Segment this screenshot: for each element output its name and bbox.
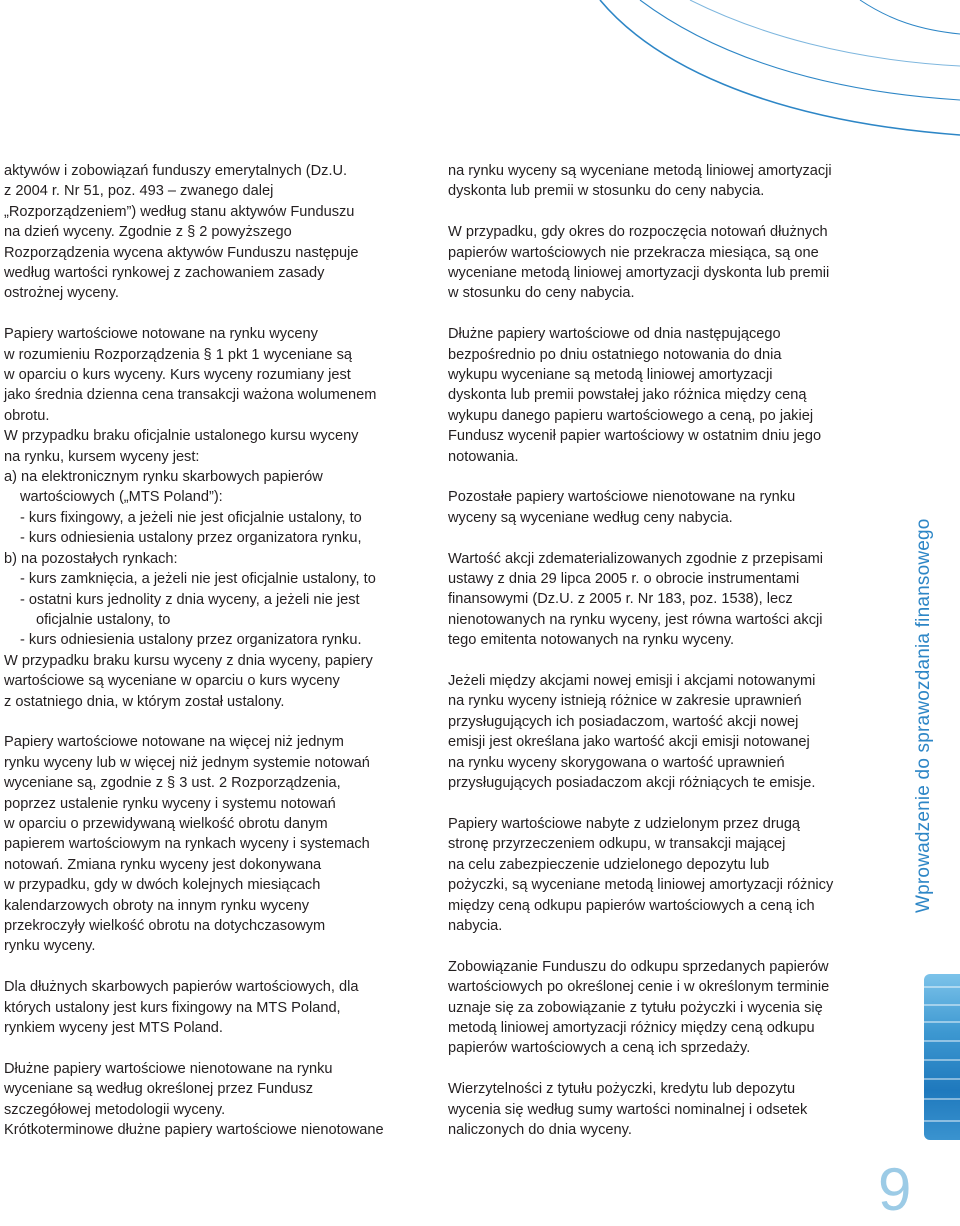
paragraph: Zobowiązanie Funduszu do odkupu sprzedanych papierów wartościowych po określonej cenie i w określonym terminie uznaje się za zobowiązanie z tytułu pożyczki i wycenia się metodą liniowej amortyzacji różnicy między ceną odkupu papierów wartościowych a ceną ich sprzedaży. — [448, 958, 830, 1057]
left-text-column — [4, 161, 429, 1140]
list-item: wartościowych („MTS Poland”): — [20, 489, 223, 506]
paragraph: Dłużne papiery wartościowe nienotowane na rynku wyceniane są według określonej przez Fundusz szczegółowej metodologii wyceny. Krótkoterminowe dłużne papiery wartościowe nienotowane — [4, 1060, 384, 1139]
paragraph: Wierzytelności z tytułu pożyczki, kredytu lub depozytu wycenia się według sumy wartości nominalnej i odsetek naliczonych do dnia wyceny. — [448, 1081, 808, 1138]
list-item: - ostatni kurs jednolity z dnia wyceny, a jeżeli nie jest — [20, 591, 360, 608]
paragraph: aktywów i zobowiązań funduszy emerytalnych (Dz.U. z 2004 r. Nr 51, poz. 493 – zwanego dalej „Rozporządzeniem”) według stanu aktywów Funduszu na dzień wyceny. Zgodnie z § 2 powyższego Rozporządzenia wycena aktywów Funduszu następuje według wartości rynkowej z zachowaniem zasady ostrożnej wyceny. — [4, 163, 359, 302]
list-item: - kurs odniesienia ustalony przez organizatora rynku, — [20, 530, 362, 547]
paragraph: Dłużne papiery wartościowe od dnia następującego bezpośrednio po dniu ostatniego notowania do dnia wykupu wyceniane są metodą liniowej amortyzacji dyskonta lub premii powstałej jako różnica między ceną wykupu danego papieru wartościowego a ceną, po jakiej Fundusz wycenił papier wartościowy w ostatnim dniu jego notowania. — [448, 326, 822, 465]
right-text-column — [448, 161, 878, 1140]
list-item: oficjalnie ustalony, to — [36, 611, 171, 628]
paragraph: W przypadku, gdy okres do rozpoczęcia notowań dłużnych papierów wartościowych nie przekracza miesiąca, są one wyceniane metodą liniowej amortyzacji dyskonta lub premii w stosunku do ceny nabycia. — [448, 224, 830, 302]
paragraph: W przypadku braku kursu wyceny z dnia wyceny, papiery wartościowe są wyceniane w oparciu o kurs wyceny z ostatniego dnia, w którym został ustalony. — [4, 652, 373, 710]
paragraph: Dla dłużnych skarbowych papierów wartościowych, dla których ustalony jest kurs fixingowy na MTS Poland, rynkiem wyceny jest MTS Poland. — [4, 979, 359, 1037]
water-texture-image — [924, 974, 960, 1140]
valuation-list — [4, 467, 429, 651]
paragraph: W przypadku braku oficjalnie ustalonego kursu wyceny na rynku, kursem wyceny jest: — [4, 428, 359, 465]
paragraph: Papiery wartościowe nabyte z udzielonym przez drugą stronę przyrzeczeniem odkupu, w transakcji mającej na celu zabezpieczenie udzielonego depozytu lub pożyczki, są wyceniane metodą liniowej amortyzacji różnicy między ceną odkupu papierów wartościowych a ceną ich nabycia. — [448, 815, 834, 934]
paragraph: Pozostałe papiery wartościowe nienotowane na rynku wyceny są wyceniane według ceny nabycia. — [448, 489, 796, 526]
section-side-title: Wprowadzenie do sprawozdania finansowego — [913, 518, 934, 913]
list-item: - kurs zamknięcia, a jeżeli nie jest oficjalnie ustalony, to — [20, 571, 376, 588]
list-item: a) na elektronicznym rynku skarbowych papierów — [4, 469, 323, 486]
list-item: b) na pozostałych rynkach: — [4, 550, 178, 567]
paragraph: Papiery wartościowe notowane na więcej niż jednym rynku wyceny lub w więcej niż jednym systemie notowań wyceniane są, zgodnie z § 3 ust. 2 Rozporządzenia, poprzez ustalenie rynku wyceny i systemu notowań w oparciu o przewidywaną wielkość obrotu danym papierem wartościowym na rynkach wyceny i systemach notowań. Zmiana rynku wyceny jest dokonywana w przypadku, gdy w dwóch kolejnych miesiącach kalendarzowych obroty na innym rynku wyceny przekroczyły wielkość obrotu na dotychczasowym rynku wyceny. — [4, 734, 370, 955]
paragraph: na rynku wyceny są wyceniane metodą liniowej amortyzacji dyskonta lub premii w stosunku do ceny nabycia. — [448, 163, 832, 200]
page-number: 9 — [878, 1156, 912, 1223]
paragraph: Jeżeli między akcjami nowej emisji i akcjami notowanymi na rynku wyceny istnieją różnice w zakresie uprawnień przysługujących ich posiadaczom, wartość akcji nowej emisji jest określana jako wartość akcji emisji notowanej na rynku wyceny skorygowana o wartość uprawnień przysługujących posiadaczom akcji różniących te emisje. — [448, 673, 816, 792]
decorative-wave-lines — [0, 0, 960, 170]
list-item: - kurs odniesienia ustalony przez organizatora rynku. — [20, 632, 362, 649]
paragraph: Wartość akcji zdematerializowanych zgodnie z przepisami ustawy z dnia 29 lipca 2005 r. o obrocie instrumentami finansowymi (Dz.U. z 2005 r. Nr 183, poz. 1538), lecz nienotowanych na rynku wyceny, jest równa wartości akcji tego emitenta notowanych na rynku wyceny. — [448, 550, 823, 649]
paragraph: Papiery wartościowe notowane na rynku wyceny w rozumieniu Rozporządzenia § 1 pkt 1 wyceniane są w oparciu o kurs wyceny. Kurs wyceny rozumiany jest jako średnia dzienna cena transakcji ważona wolumenem obrotu. — [4, 326, 377, 424]
list-item: - kurs fixingowy, a jeżeli nie jest oficjalnie ustalony, to — [20, 509, 362, 526]
